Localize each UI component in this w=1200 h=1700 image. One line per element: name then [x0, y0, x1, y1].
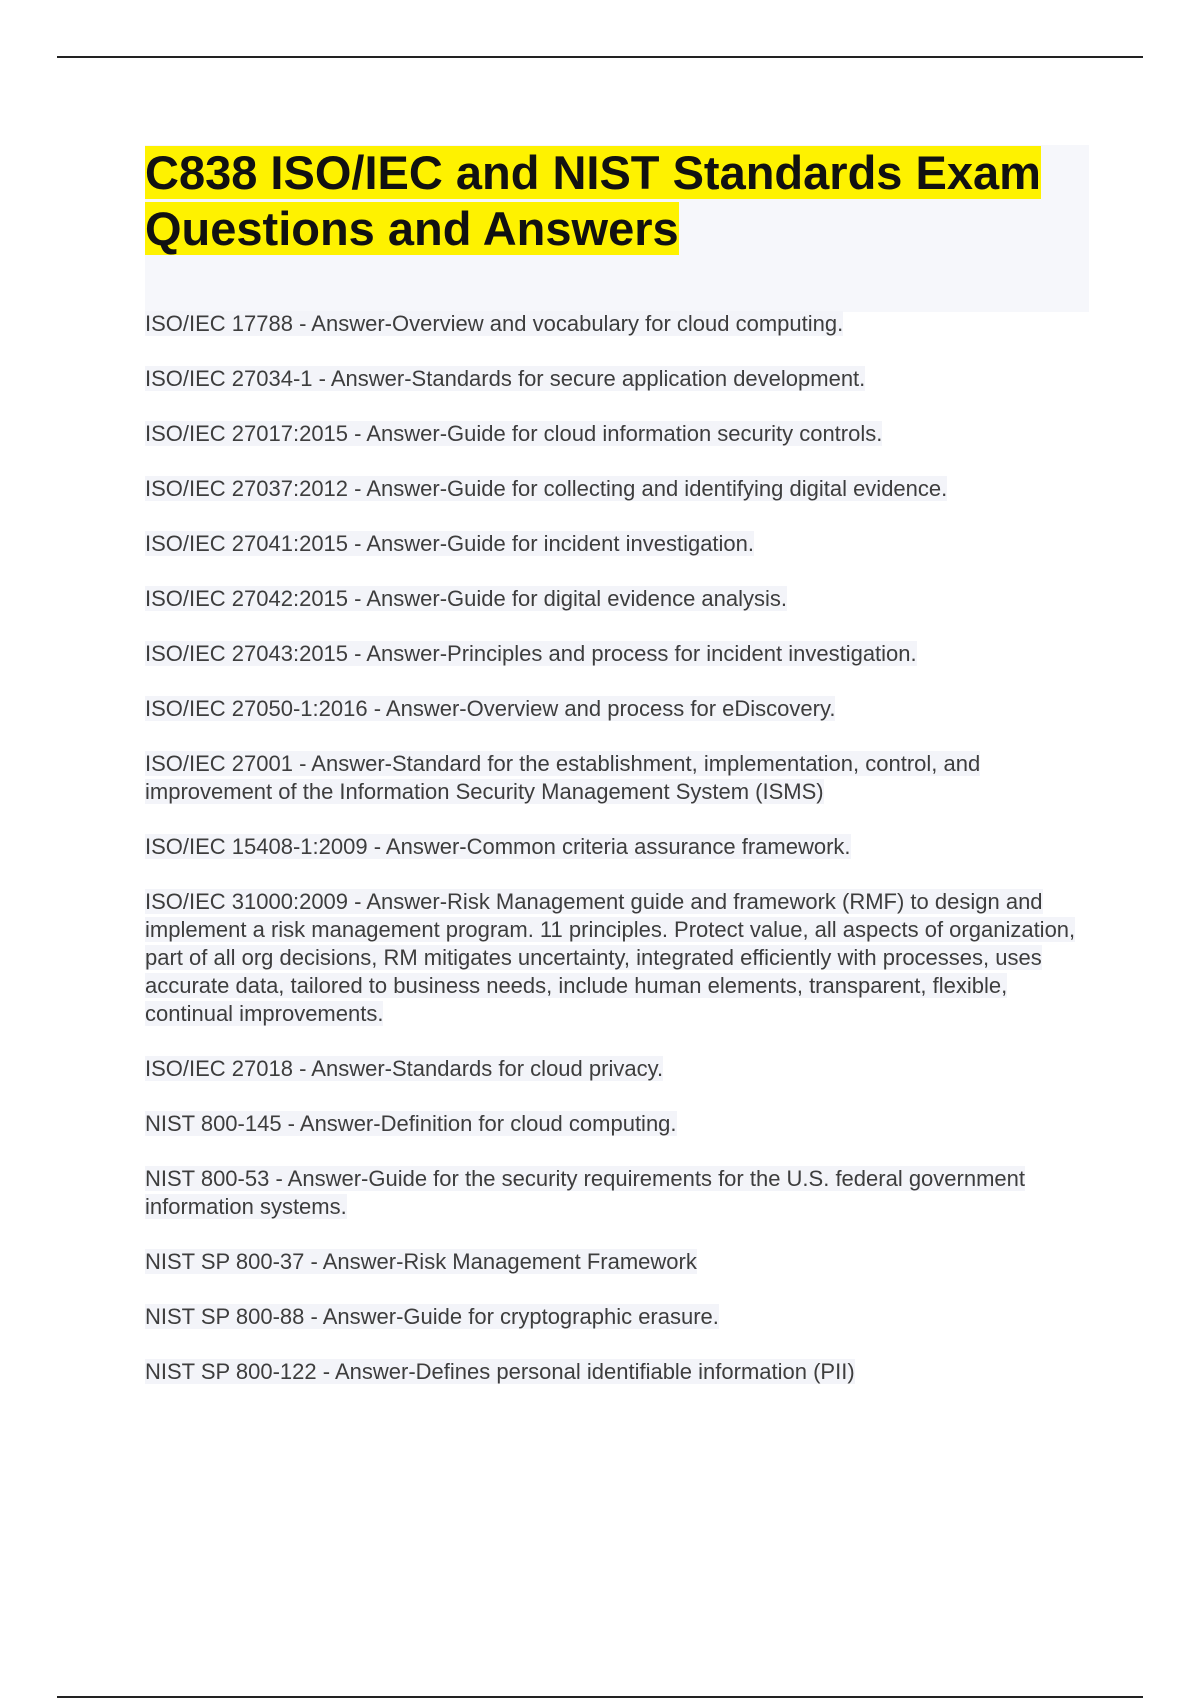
top-divider	[57, 56, 1143, 58]
qa-item: NIST 800-53 - Answer-Guide for the security requirements for the U.S. federal government information systems.	[145, 1166, 1025, 1219]
qa-item: ISO/IEC 27041:2015 - Answer-Guide for incident investigation.	[145, 531, 755, 556]
page-title-text: C838 ISO/IEC and NIST Standards Exam Questions and Answers	[145, 146, 1041, 255]
qa-item: ISO/IEC 27001 - Answer-Standard for the establishment, implementation, control, and improvement of the Information Security Management System (ISMS)	[145, 751, 981, 804]
qa-item: NIST SP 800-37 - Answer-Risk Management Framework	[145, 1249, 697, 1274]
qa-item: ISO/IEC 27043:2015 - Answer-Principles and process for incident investigation.	[145, 641, 917, 666]
qa-item: ISO/IEC 27034-1 - Answer-Standards for secure application development.	[145, 366, 866, 391]
qa-list	[145, 310, 1095, 1413]
qa-item: ISO/IEC 27050-1:2016 - Answer-Overview and process for eDiscovery.	[145, 696, 836, 721]
bottom-divider	[57, 1696, 1143, 1698]
qa-item: NIST SP 800-122 - Answer-Defines personal identifiable information (PII)	[145, 1359, 855, 1384]
qa-item: ISO/IEC 27018 - Answer-Standards for cloud privacy.	[145, 1056, 664, 1081]
qa-item: NIST SP 800-88 - Answer-Guide for cryptographic erasure.	[145, 1304, 719, 1329]
qa-item: ISO/IEC 31000:2009 - Answer-Risk Management guide and framework (RMF) to design and implement a risk management program. 11 principles. Protect value, all aspects of organization, part of all org decisions, RM mitigates uncertainty, integrated efficiently with processes, uses accurate data, tailored to business needs, include human elements, transparent, flexible, continual improvements.	[145, 889, 1076, 1026]
qa-item: ISO/IEC 17788 - Answer-Overview and vocabulary for cloud computing.	[145, 311, 844, 336]
qa-item: ISO/IEC 27017:2015 - Answer-Guide for cloud information security controls.	[145, 421, 883, 446]
page-title	[145, 145, 1089, 257]
qa-item: ISO/IEC 27037:2012 - Answer-Guide for collecting and identifying digital evidence.	[145, 476, 948, 501]
qa-item: NIST 800-145 - Answer-Definition for cloud computing.	[145, 1111, 677, 1136]
qa-item: ISO/IEC 27042:2015 - Answer-Guide for digital evidence analysis.	[145, 586, 788, 611]
title-block	[145, 145, 1089, 312]
qa-item: ISO/IEC 15408-1:2009 - Answer-Common criteria assurance framework.	[145, 834, 851, 859]
